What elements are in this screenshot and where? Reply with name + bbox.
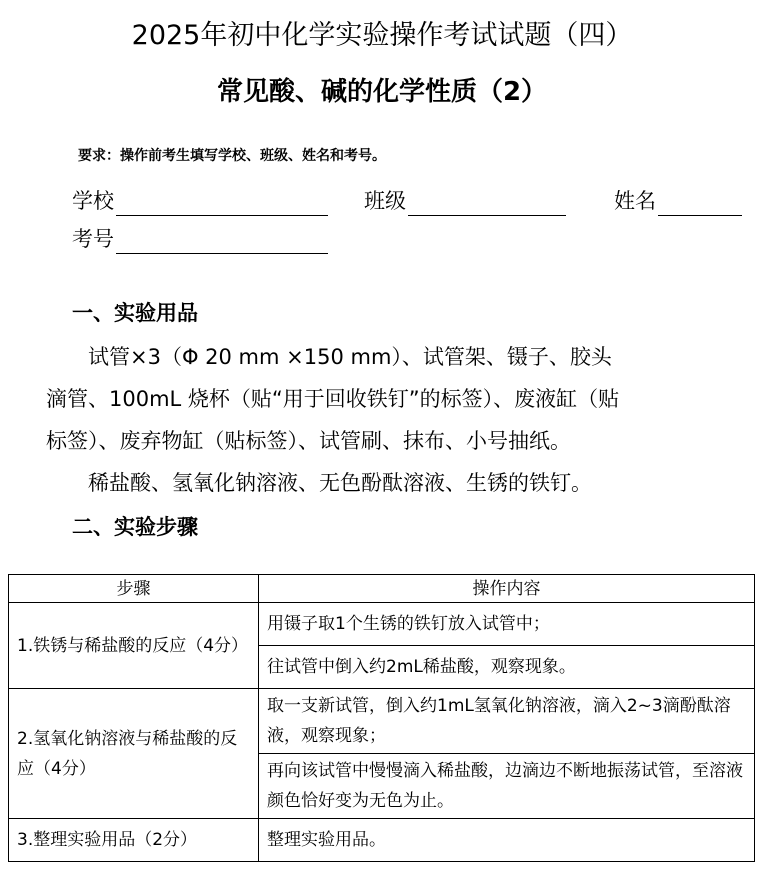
column-header-step: 步骤 bbox=[9, 575, 259, 603]
page-title: 2025年初中化学实验操作考试试题（四） bbox=[131, 20, 633, 51]
school-field[interactable] bbox=[72, 186, 328, 216]
class-label: 班级 bbox=[364, 189, 406, 213]
table-row bbox=[9, 819, 755, 862]
page-subtitle: 常见酸、碱的化学性质（2） bbox=[216, 77, 548, 107]
table-header-row bbox=[9, 575, 755, 603]
name-label: 姓名 bbox=[614, 189, 656, 213]
exam-number-field[interactable] bbox=[72, 224, 328, 254]
reagents-line: 稀盐酸、氢氧化钠溶液、无色酚酞溶液、生锈的铁钉。 bbox=[46, 471, 592, 495]
school-blank[interactable] bbox=[116, 193, 328, 216]
operation-cell: 往试管中倒入约2mL稀盐酸，观察现象。 bbox=[259, 646, 755, 689]
step-name-cell: 1.铁锈与稀盐酸的反应（4分） bbox=[9, 603, 259, 689]
name-field[interactable] bbox=[614, 186, 742, 216]
operation-cell: 整理实验用品。 bbox=[259, 819, 755, 862]
step-name-cell: 3.整理实验用品（2分） bbox=[9, 819, 259, 862]
steps-table bbox=[8, 574, 755, 862]
name-blank[interactable] bbox=[658, 193, 742, 216]
exam-number-label: 考号 bbox=[72, 227, 114, 251]
exam-number-blank[interactable] bbox=[116, 231, 328, 254]
operation-cell: 用镊子取1个生锈的铁钉放入试管中； bbox=[259, 603, 755, 646]
section-heading-equipment: 一、实验用品 bbox=[72, 301, 198, 325]
class-field[interactable] bbox=[364, 186, 566, 216]
section-heading-steps: 二、实验步骤 bbox=[72, 515, 198, 539]
operation-cell: 再向该试管中慢慢滴入稀盐酸，边滴边不断地振荡试管，至溶液颜色恰好变为无色为止。 bbox=[259, 754, 755, 819]
table-row bbox=[9, 603, 755, 646]
equipment-line: 标签）、废弃物缸（贴标签）、试管刷、抹布、小号抽纸。 bbox=[46, 429, 571, 453]
equipment-paragraph bbox=[46, 336, 758, 504]
class-blank[interactable] bbox=[408, 193, 566, 216]
requirement-note: 要求：操作前考生填写学校、班级、姓名和考号。 bbox=[78, 148, 386, 164]
table-row bbox=[9, 689, 755, 754]
step-name-cell: 2.氢氧化钠溶液与稀盐酸的反应（4分） bbox=[9, 689, 259, 819]
equipment-line: 试管×3（Φ 20 mm ×150 mm）、试管架、镊子、胶头 bbox=[46, 345, 612, 369]
equipment-line: 滴管、100mL 烧杯（贴“用于回收铁钉”的标签）、废液缸（贴 bbox=[46, 387, 620, 411]
operation-cell: 取一支新试管，倒入约1mL氢氧化钠溶液，滴入2~3滴酚酞溶液，观察现象； bbox=[259, 689, 755, 754]
school-label: 学校 bbox=[72, 189, 114, 213]
column-header-content: 操作内容 bbox=[259, 575, 755, 603]
